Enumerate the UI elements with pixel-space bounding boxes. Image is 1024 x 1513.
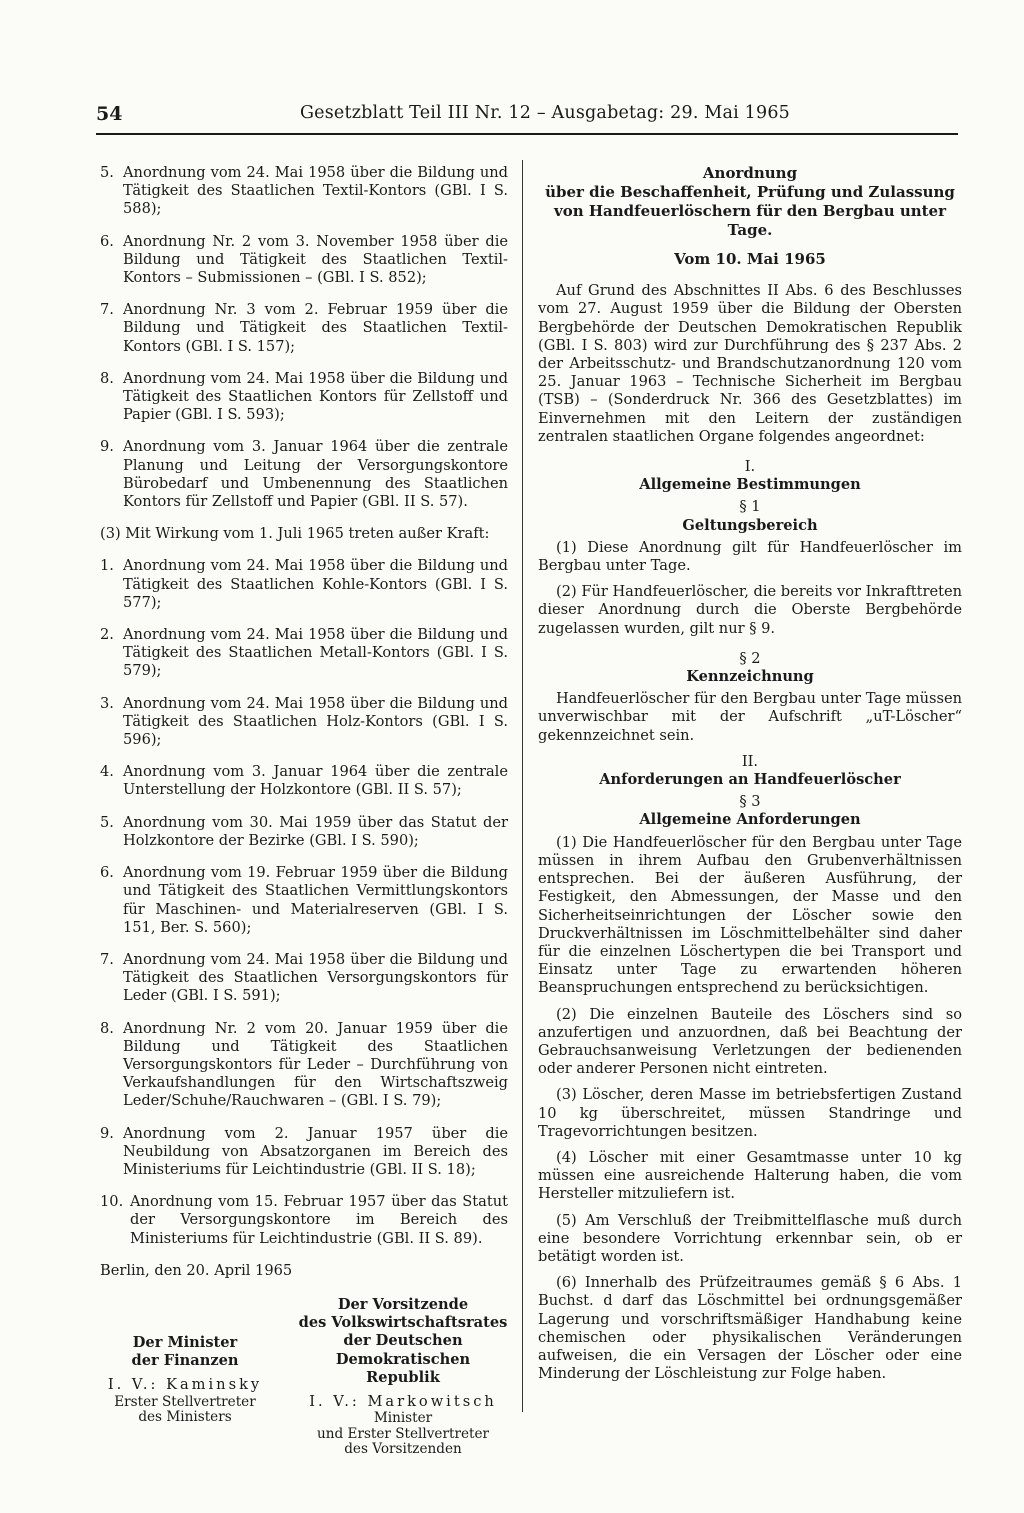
item-number: 5. — [100, 164, 114, 181]
item-text: Anordnung vom 19. Februar 1959 über die Bildung und Tätigkeit des Staatlichen Vermittlungskontors für Maschinen- und Materialreserven (GBl. I S. 151, Ber. S. 560); — [123, 864, 508, 936]
page-number: 54 — [96, 103, 123, 125]
item-number: 7. — [100, 301, 114, 319]
item-text: Anordnung vom 3. Januar 1964 über die zentrale Planung und Leitung der Versorgungskontore Bürobedarf und Umbenennung des Staatlichen Kontors für Zellstoff und Papier (GBl. II S. 57). — [123, 438, 508, 511]
list-item — [100, 864, 508, 937]
signatory-role: Erster Stellvertreter — [114, 1393, 256, 1410]
list-item — [100, 1020, 508, 1111]
list-item — [100, 695, 508, 750]
section-paragraph: (2) Die einzelnen Bauteile des Löschers sind so anzufertigen und anzuordnen, daß bei Beachtung der Gebrauchsanweisung Verletzungen der bedienenden oder anderer Personen nicht eintreten. — [538, 1005, 962, 1078]
section-paragraph: Handfeuerlöscher für den Bergbau unter Tage müssen unverwischbar mit der Aufschrift „uT-Löscher“ gekennzeichnet sein. — [538, 690, 962, 744]
part-title: Anforderungen an Handfeuerlöscher — [599, 771, 901, 789]
part-title: Allgemeine Bestimmungen — [639, 476, 861, 494]
part-number: I. — [744, 458, 756, 476]
left-column — [100, 164, 508, 1458]
ordinance-date: Vom 10. Mai 1965 — [674, 250, 826, 268]
item-text: Anordnung vom 24. Mai 1958 über die Bildung und Tätigkeit des Staatlichen Holz-Kontors (GBl. I S. 596); — [123, 694, 508, 749]
place-date: Berlin, den 20. April 1965 — [100, 1261, 293, 1279]
title-line: Anordnung — [702, 164, 798, 182]
section-paragraph: (1) Diese Anordnung gilt für Handfeuerlöscher im Bergbau unter Tage. — [538, 538, 962, 575]
running-title: Gesetzblatt Teil III Nr. 12 – Ausgabetag: 29. Mai 1965 — [300, 103, 790, 123]
item-number: 3. — [100, 694, 114, 712]
item-text: Anordnung Nr. 2 vom 20. Januar 1959 über die Bildung und Tätigkeit des Staatlichen Versorgungskontors für Leder – Durchführung von Verkaufshandlungen für den Wirtschaftszweig Leder/Schuhe/Rauchwaren – (GBl. I S. 79); — [123, 1019, 508, 1110]
title-line: von Handfeuerlöschern für den Bergbau unter Tage. — [553, 202, 947, 239]
item-number: 1. — [100, 557, 114, 575]
signatory-title: Demokratischen Republik — [335, 1350, 471, 1386]
item-text: Anordnung vom 24. Mai 1958 über die Bildung und Tätigkeit des Staatlichen Textil-Kontors (GBl. I S. 588); — [123, 164, 508, 218]
section-number: § 1 — [739, 498, 761, 516]
signature-chairman — [298, 1296, 508, 1458]
signatory-name: I. V.: Markowitsch — [309, 1392, 497, 1410]
signatory-role: des Ministers — [138, 1409, 232, 1426]
item-text: Anordnung Nr. 3 vom 2. Februar 1959 über die Bildung und Tätigkeit des Staatlichen Textil-Kontors (GBl. I S. 157); — [123, 301, 508, 355]
column-divider — [522, 160, 523, 1412]
item-text: Anordnung Nr. 2 vom 3. November 1958 über die Bildung und Tätigkeit des Staatlichen Textil-Kontors – Submissionen – (GBl. I S. 852); — [123, 232, 508, 287]
item-text: Anordnung vom 30. Mai 1959 über das Statut der Holzkontore der Bezirke (GBl. I S. 590); — [123, 813, 508, 849]
signatory-title: des Volkswirtschaftsrates — [298, 1314, 508, 1332]
section-paragraph: (1) Die Handfeuerlöscher für den Bergbau unter Tage müssen in ihrem Aufbau den Grubenverhältnissen entsprechen. Bei der äußeren Ausführung, der Festigkeit, den Abmessungen, der Masse und den Sicherheitseinrichtungen der Löscher sowie den Druckverhältnissen im Löschmittelbehälter sind daher für die einzelnen Löschertypen die bei Transport und Einsatz unter Tage zu erwartenden höheren Beanspruchungen entsprechend zu berücksichtigen. — [538, 833, 962, 997]
list-item — [100, 233, 508, 288]
item-text: Anordnung vom 24. Mai 1958 über die Bildung und Tätigkeit des Staatlichen Kontors für Zellstoff und Papier (GBl. I S. 593); — [123, 369, 508, 424]
section-title: Allgemeine Anforderungen — [639, 811, 861, 829]
item-number: 9. — [100, 438, 114, 456]
item-number: 8. — [100, 369, 114, 387]
right-column — [538, 164, 962, 1391]
item-number: 4. — [100, 763, 114, 781]
signatory-title: Der Vorsitzende — [337, 1295, 469, 1313]
list-item — [100, 951, 508, 1006]
title-line: über die Beschaffenheit, Prüfung und Zulassung — [545, 183, 955, 201]
signature-block — [100, 1296, 508, 1458]
item-text: Anordnung vom 24. Mai 1958 über die Bildung und Tätigkeit des Staatlichen Metall-Kontors (GBl. I S. 579); — [123, 626, 508, 680]
item-text: Anordnung vom 2. Januar 1957 über die Neubildung von Absatzorganen im Bereich des Ministeriums für Leichtindustrie (GBl. II S. 18); — [123, 1124, 508, 1178]
section-paragraph: (5) Am Verschluß der Treibmittelflasche muß durch eine besondere Vorrichtung erkennbar sein, ob er betätigt worden ist. — [538, 1211, 962, 1265]
list-item — [100, 763, 508, 799]
item-number: 7. — [100, 950, 114, 968]
item-number: 9. — [100, 1124, 114, 1142]
signatory-role: des Vorsitzenden — [344, 1441, 462, 1458]
list-item — [100, 164, 508, 219]
item-number: 10. — [100, 1193, 124, 1211]
preamble: Auf Grund des Abschnittes II Abs. 6 des Beschlusses vom 27. August 1959 über die Bildung der Obersten Bergbehörde der Deutschen Demokratischen Republik (GBl. I S. 803) wird zur Durchführung des § 237 Abs. 2 der Arbeitsschutz- und Brandschutzanordnung 120 vom 25. Januar 1963 – Technische Sicherheit im Bergbau (TSB) – (Sonderdruck Nr. 366 des Gesetzblattes) im Einvernehmen mit den Leitern der zuständigen zentralen staatlichen Organe folgendes angeordnet: — [538, 282, 962, 445]
list-item — [100, 557, 508, 612]
item-text: Anordnung vom 24. Mai 1958 über die Bildung und Tätigkeit des Staatlichen Kohle-Kontors (GBl. I S. 577); — [123, 557, 508, 611]
list-item — [100, 370, 508, 425]
item-number: 6. — [100, 232, 114, 250]
ordinance-title — [538, 164, 962, 240]
item-number: 2. — [100, 626, 114, 644]
page-header — [96, 103, 958, 133]
signatory-role: Minister — [373, 1410, 433, 1427]
section-paragraph: (4) Löscher mit einer Gesamtmasse unter 10 kg müssen eine ausreichende Halterung haben, die vom Hersteller mitzuliefern ist. — [538, 1148, 962, 1203]
section-title: Kennzeichnung — [686, 668, 814, 686]
section-number: § 3 — [739, 793, 761, 811]
part-number: II. — [741, 752, 759, 770]
list-item — [100, 814, 508, 850]
signatory-role: und Erster Stellvertreter — [316, 1425, 489, 1442]
item-number: 8. — [100, 1019, 114, 1037]
section-paragraph: (6) Innerhalb des Prüfzeitraumes gemäß § 6 Abs. 1 Buchst. d darf das Löschmittel bei ordnungsgemäßer Lagerung und vorschriftsmäßiger Handhabung keine chemischen oder physikalischen Veränderungen aufweisen, die ein Versagen der Löscher oder eine Minderung der Löschleistung zur Folge haben. — [538, 1274, 962, 1383]
signatory-title: der Finanzen — [131, 1352, 239, 1370]
item-number: 6. — [100, 864, 114, 882]
section-title: Geltungsbereich — [682, 516, 818, 534]
item-number: 5. — [100, 813, 114, 831]
section-paragraph: (2) Für Handfeuerlöscher, die bereits vor Inkrafttreten dieser Anordnung durch die Oberste Bergbehörde zugelassen wurden, gilt nur § 9. — [538, 583, 962, 637]
signatory-name: I. V.: Kaminsky — [107, 1376, 263, 1394]
signatory-title: der Deutschen — [343, 1332, 463, 1350]
section-number: § 2 — [739, 649, 761, 667]
section-paragraph: (3) Löscher, deren Masse im betriebsfertigen Zustand 10 kg überschreitet, müssen Standringe und Tragevorrichtungen besitzen. — [538, 1086, 962, 1140]
item-text: Anordnung vom 3. Januar 1964 über die zentrale Unterstellung der Holzkontore (GBl. II S. 57); — [123, 763, 508, 799]
signatory-title: Der Minister — [132, 1333, 238, 1351]
signature-minister-finance — [100, 1334, 270, 1458]
list-item — [100, 438, 508, 511]
list-item — [100, 626, 508, 681]
list-item — [100, 1193, 508, 1248]
item-text: Anordnung vom 15. Februar 1957 über das Statut der Versorgungskontore im Bereich des Ministeriums für Leichtindustrie (GBl. II S. 89). — [130, 1193, 508, 1247]
list-item — [100, 301, 508, 356]
item-text: Anordnung vom 24. Mai 1958 über die Bildung und Tätigkeit des Staatlichen Versorgungskontors für Leder (GBl. I S. 591); — [123, 950, 508, 1005]
paragraph-3: (3) Mit Wirkung vom 1. Juli 1965 treten außer Kraft: — [100, 525, 490, 543]
list-item — [100, 1125, 508, 1180]
header-rule — [96, 133, 958, 135]
